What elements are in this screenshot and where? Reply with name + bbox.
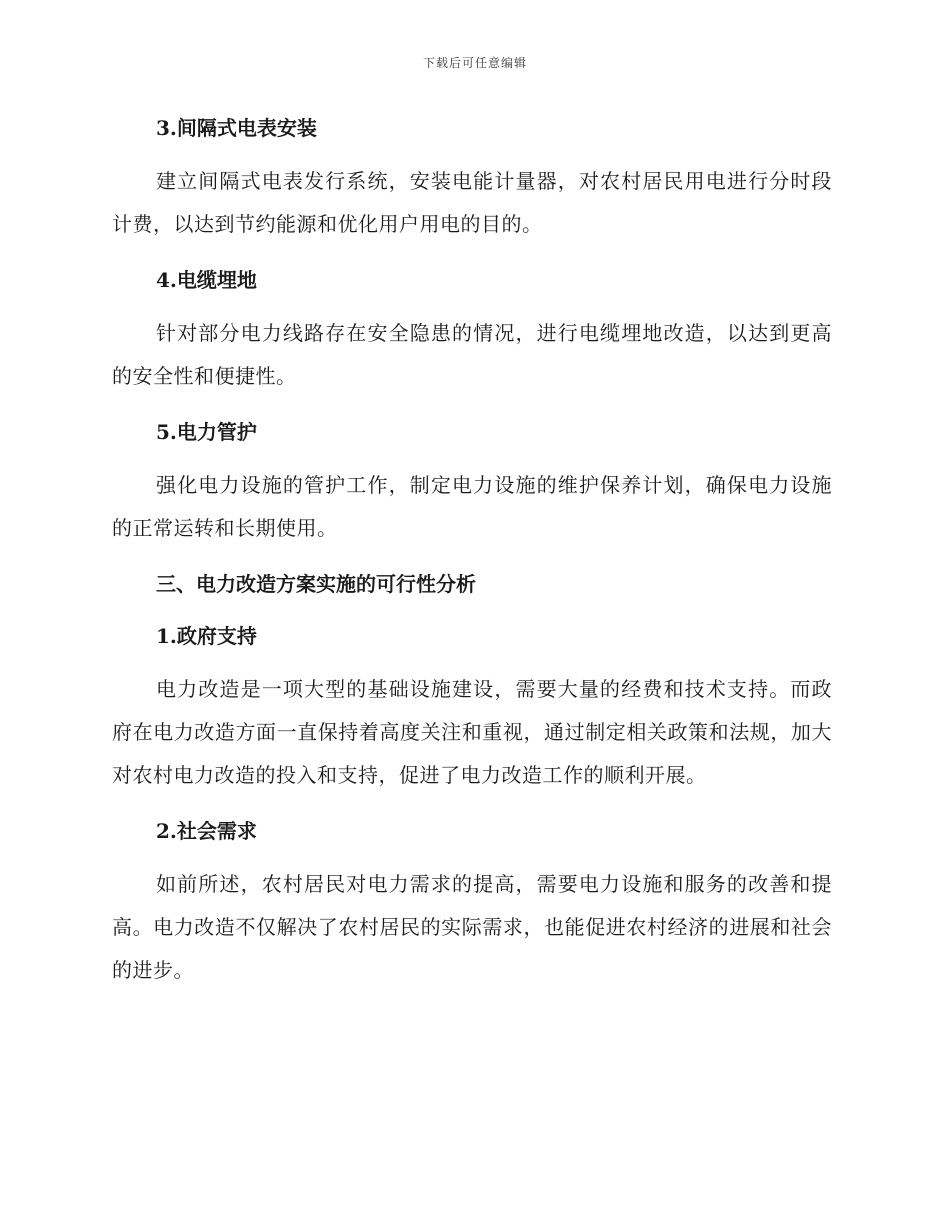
paragraph-power-maintenance: 强化电力设施的管护工作，制定电力设施的维护保养计划，确保电力设施的正常运转和长期使用。 <box>112 473 832 540</box>
paragraph-underground-cable: 针对部分电力线路存在安全隐患的情况，进行电缆埋地改造，以达到更高的安全性和便捷性。 <box>112 321 832 388</box>
subheading-social-demand: 2.社会需求 <box>156 819 257 843</box>
subheading-meter-installation: 3.间隔式电表安装 <box>156 116 317 140</box>
document-body <box>112 108 832 1006</box>
subheading-underground-cable: 4.电缆埋地 <box>156 268 257 292</box>
paragraph-social-demand: 如前所述，农村居民对电力需求的提高，需要电力设施和服务的改善和提高。电力改造不仅解决了农村居民的实际需求，也能促进农村经济的进展和社会的进步。 <box>112 872 832 982</box>
paragraph-government-support: 电力改造是一项大型的基础设施建设，需要大量的经费和技术支持。而政府在电力改造方面一直保持着高度关注和重视，通过制定相关政策和法规，加大对农村电力改造的投入和支持，促进了电力改造工作的顺利开展。 <box>112 677 832 787</box>
subheading-government-support: 1.政府支持 <box>156 624 257 648</box>
section-heading-feasibility: 三、电力改造方案实施的可行性分析 <box>156 572 476 596</box>
header-note: 下载后可任意编辑 <box>422 56 527 70</box>
paragraph-meter-installation: 建立间隔式电表发行系统，安装电能计量器，对农村居民用电进行分时段计费，以达到节约能源和优化用户用电的目的。 <box>112 169 832 236</box>
subheading-power-maintenance: 5.电力管护 <box>156 420 257 444</box>
